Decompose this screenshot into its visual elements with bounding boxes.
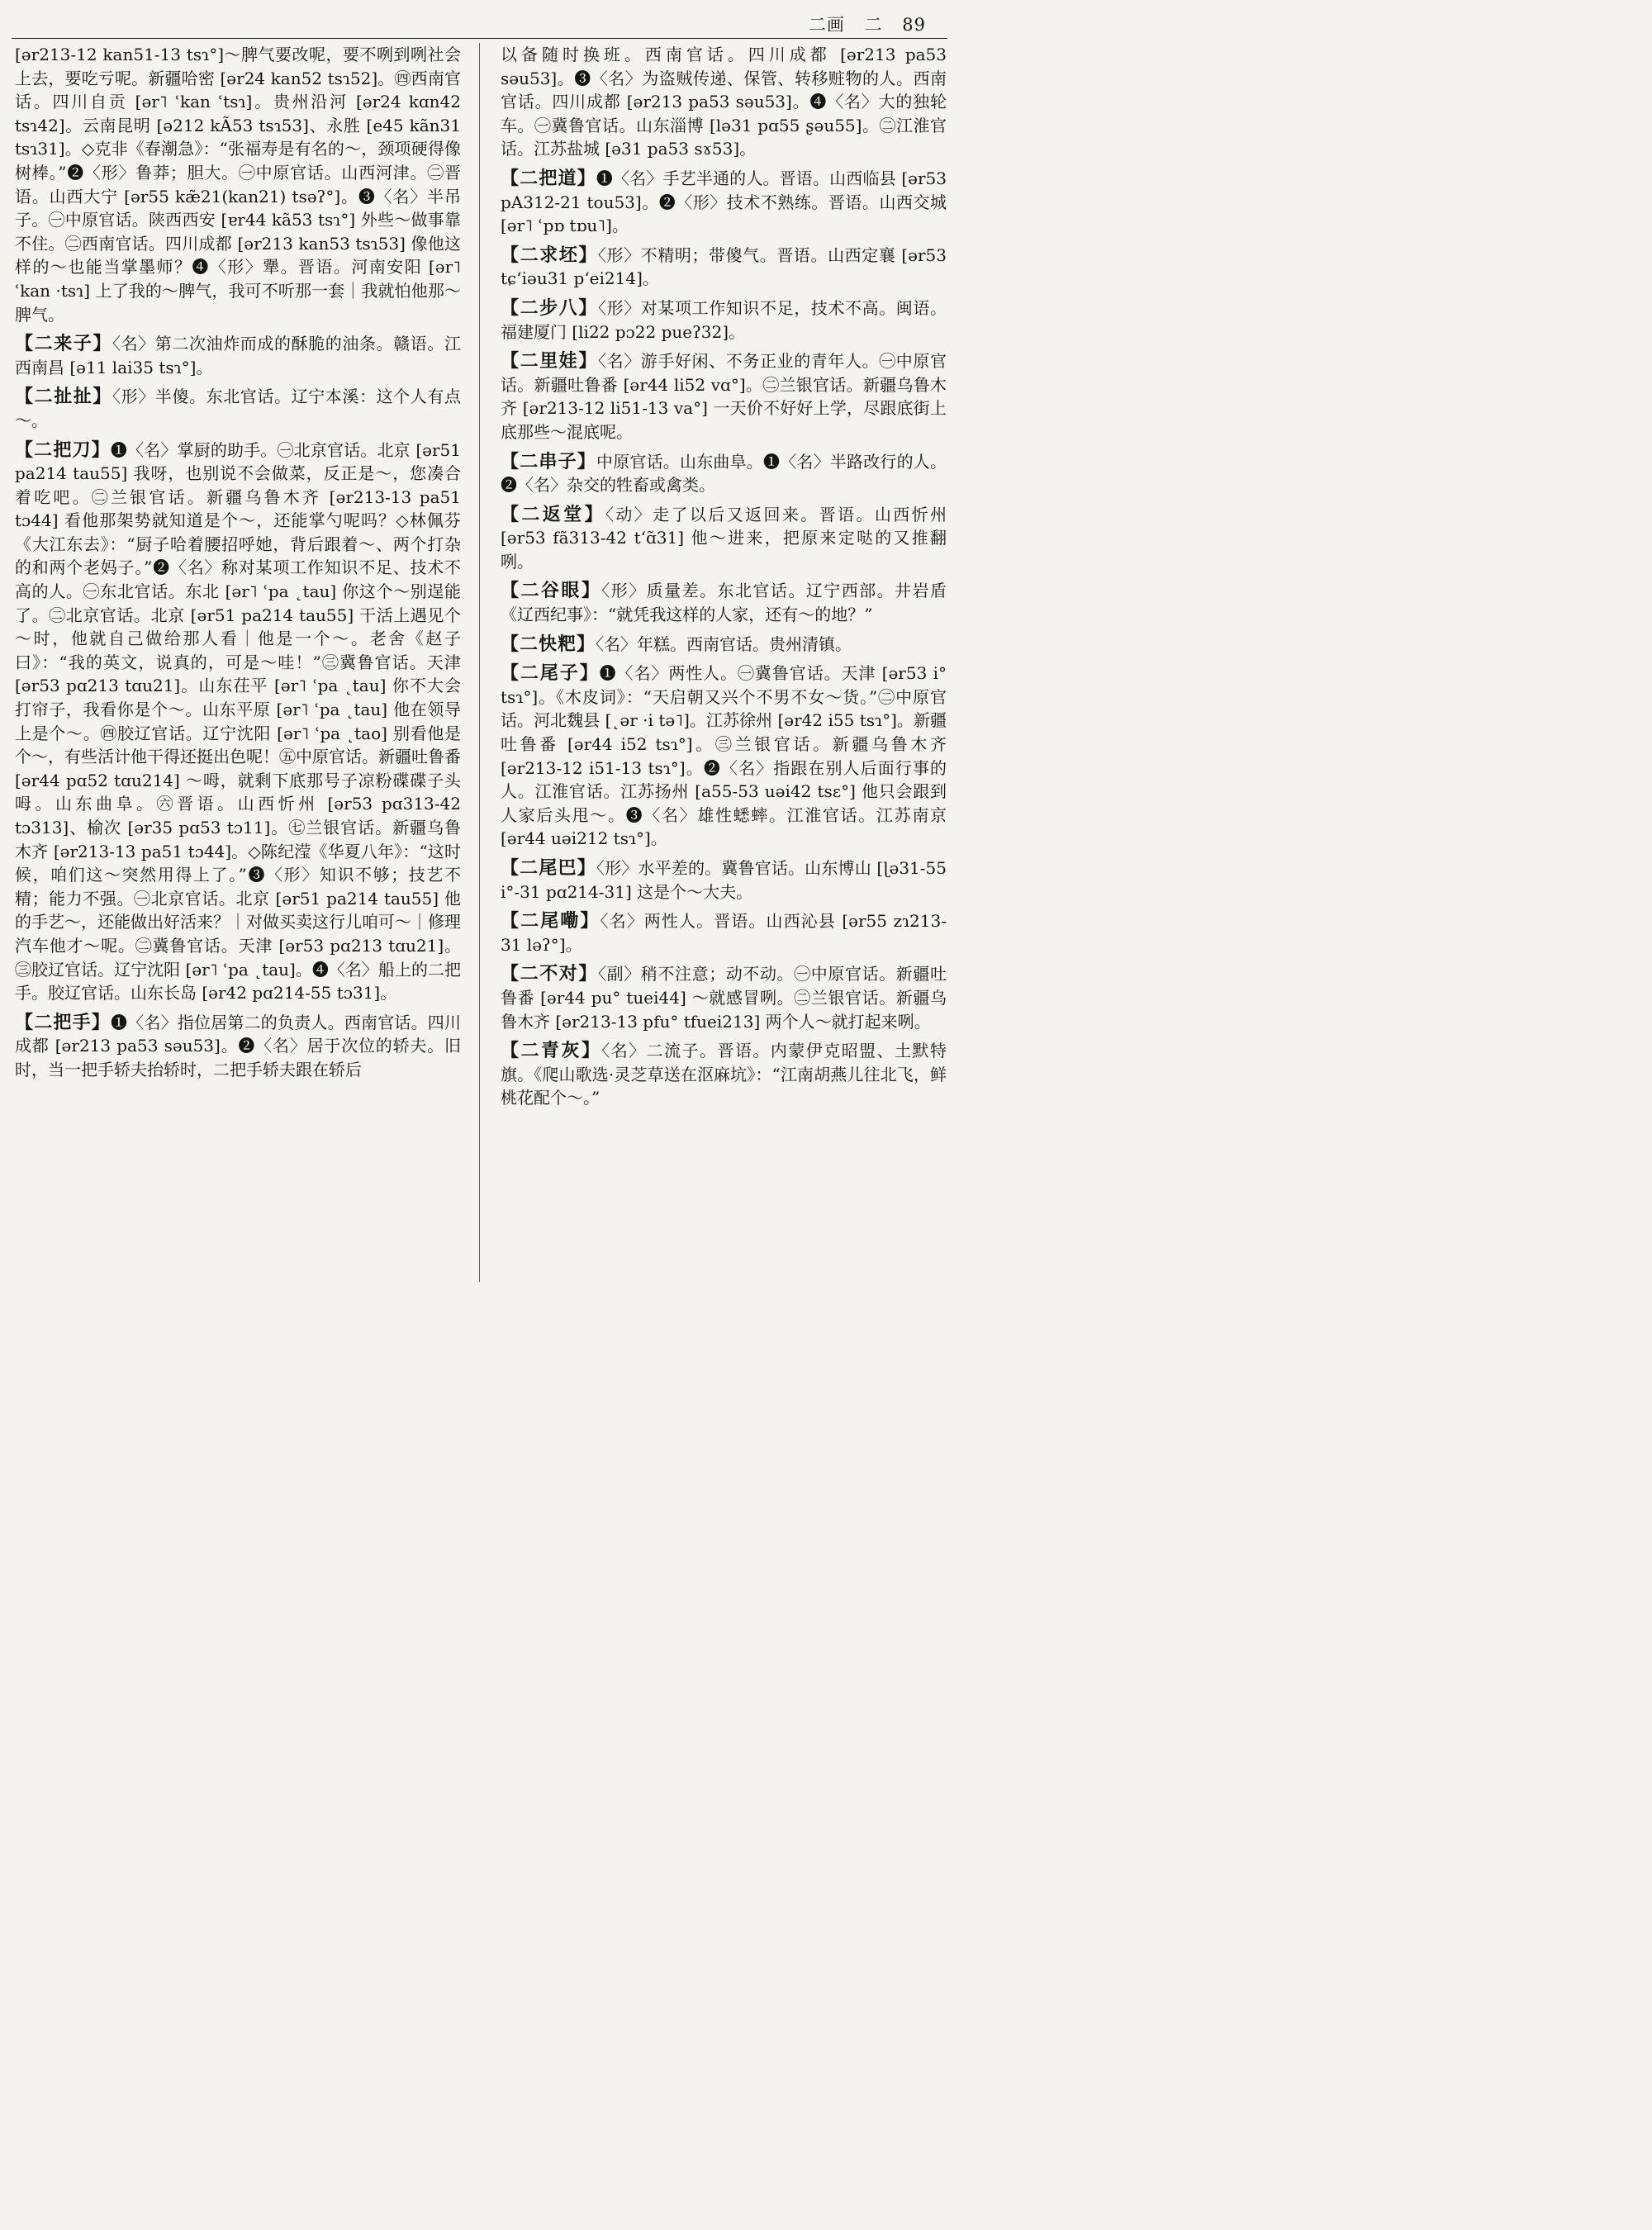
entry-text: ❶〈名〉指位居第二的负责人。西南官话。四川成都 [ər213 pa53 səu53]。❷〈名〉居于次位的轿夫。旧时，当一把手轿夫抬轿时，二把手轿夫跟在轿后 — [15, 1012, 461, 1079]
dictionary-entry — [15, 439, 461, 1005]
entry-headword: 【二扯扯】 — [15, 386, 112, 408]
entry-text: 中原官话。山东曲阜。❶〈名〉半路改行的人。❷〈名〉杂交的牲畜或禽类。 — [501, 451, 947, 496]
entry-text: 〈名〉游手好闲、不务正业的青年人。㊀中原官话。新疆吐鲁番 [ər44 li52 vɑ°]。㊁兰银官话。新疆乌鲁木齐 [ər213-12 li51-13 va°] 一天价不好好上学，尽跟底街上底那些～混底呢。 — [501, 351, 947, 442]
entry-headword: 【二不对】 — [501, 963, 598, 985]
dictionary-entry — [501, 856, 947, 904]
dictionary-entry — [501, 503, 947, 574]
dictionary-entry — [501, 579, 947, 626]
entry-headword: 【二串子】 — [501, 450, 596, 472]
entry-text: 〈形〉对某项工作知识不足，技术不高。闽语。福建厦门 [li22 pɔ22 pueʔ32]。 — [501, 297, 947, 342]
entry-text: ❶〈名〉两性人。㊀冀鲁官话。天津 [ər53 i° tsɿ°]。《木皮词》：“天启朝又兴个不男不女～货。”㊁中原官话。河北魏县 [˛ər ·i tə˥]。江苏徐州 [ər42 i55 tsɿ°]。新疆吐鲁番 [ər44 i52 tsɿ°]。㊂兰银官话。新疆乌鲁木齐 [ər213-12 i51-13 tsɿ°]。❷〈名〉指跟在别人后面行事的人。江淮官话。江苏扬州 [a55-53 uəi42 tsɛ°] 他只会跟到人家后头甩～。❸〈名〉雄性蟋蟀。江淮官话。江苏南京 [ər44 uəi212 tsɿ°]。 — [501, 663, 947, 849]
entry-headword: 【二把手】 — [15, 1011, 111, 1033]
entry-headword: 【二求坯】 — [501, 244, 598, 266]
entry-headword: 【二把刀】 — [15, 439, 111, 461]
entry-text: [ər213-12 kan51-13 tsɿ°]～脾气要改呢，要不咧到咧社会上去，要吃亏呢。新疆哈密 [ər24 kan52 tsɿ52]。㊃西南官话。四川自贡 [ər˥ ʿkan ʿtsɿ]。贵州沿河 [ər24 kɑn42 tsɿ42]。云南昆明 [ə212 kÃ53 tsɿ53]、永胜 [e45 kãn31 tsɿ31]。◇克非《春潮急》：“张福寿是有名的～，颈项硬得像树棒。”❷〈形〉鲁莽；胆大。㊀中原官话。山西河津。㊁晋语。山西大宁 [ər55 kæ̃21(kan21) tsəʔ°]。❸〈名〉半吊子。㊀中原官话。陕西西安 [ɐr44 kã53 tsɿ°] 外些～做事靠不住。㊁西南官话。四川成都 [ər213 kan53 tsɿ53] 像他这样的～也能当掌墨师？❹〈形〉犟。晋语。河南安阳 [ər˥ ʿkan ·tsɿ] 上了我的～脾气，我可不听那一套｜我就怕他那～脾气。 — [15, 45, 461, 325]
entry-text: 〈形〉质量差。东北官话。辽宁西部。井岩盾《辽西纪事》：“就凭我这样的人家，还有～的地？” — [501, 581, 947, 625]
entry-text: 〈动〉走了以后又返回来。晋语。山西忻州 [ər53 fã313-42 tʻɑ̃31] 他～进来，把原来定哒的又推翻咧。 — [501, 504, 947, 572]
entry-headword: 【二快粑】 — [501, 633, 596, 655]
entry-headword: 【二里娃】 — [501, 350, 598, 372]
dictionary-entry — [501, 244, 947, 291]
header-section: 二画 — [808, 15, 845, 35]
entry-text: 〈名〉第二次油炸而成的酥脆的油条。赣语。江西南昌 [ə11 lai35 tsɿ°]。 — [15, 334, 461, 377]
left-column — [15, 43, 461, 1088]
dictionary-entry — [501, 662, 947, 851]
dictionary-entry — [501, 1039, 947, 1110]
header-char: 二 — [864, 15, 883, 35]
entry-headword: 【二尾嘞】 — [501, 910, 601, 932]
entry-headword: 【二谷眼】 — [501, 580, 602, 602]
entry-headword: 【二把道】 — [501, 167, 596, 189]
entry-text: 〈副〉稍不注意；动不动。㊀中原官话。新疆吐鲁番 [ər44 pu° tuei44] ～就感冒咧。㊁兰银官话。新疆乌鲁木齐 [ər213-13 pfu° tfuei213] 两个人～就打起来咧。 — [501, 964, 947, 1032]
page-number: 89 — [902, 15, 926, 35]
entry-headword: 【二尾子】 — [501, 662, 600, 685]
entry-text: 〈形〉半傻。东北官话。辽宁本溪：这个人有点～。 — [15, 387, 461, 430]
dictionary-entry — [501, 43, 947, 161]
dictionary-entry — [501, 349, 947, 444]
dictionary-entry — [15, 385, 461, 432]
dictionary-entry — [15, 43, 461, 326]
dictionary-entry — [501, 633, 947, 657]
entry-headword: 【二尾巴】 — [501, 857, 596, 879]
running-header — [795, 12, 926, 36]
entry-text: ❶〈名〉手艺半通的人。晋语。山西临县 [ər53 pA312-21 tou53]。❷〈形〉技术不熟练。晋语。山西交城 [ər˥ ʿpɒ tɒu˥]。 — [501, 168, 947, 236]
entry-headword: 【二步八】 — [501, 297, 598, 319]
entry-headword: 【二来子】 — [15, 333, 112, 355]
entry-text: 以备随时换班。西南官话。四川成都 [ər213 pa53 səu53]。❸〈名〉为盗贼传递、保管、转移赃物的人。西南官话。四川成都 [ər213 pa53 səu53]。❹〈名〉大的独轮车。㊀冀鲁官话。山东淄博 [lə31 pɑ55 ʂəu55]。㊁江淮官话。江苏盐城 [ə31 pa53 sɤ53]。 — [501, 45, 947, 159]
header-rule — [12, 38, 947, 39]
entry-text: 〈形〉水平差的。冀鲁官话。山东博山 [ɭə31-55 i°-31 pɑ214-31] 这是个～大夫。 — [501, 858, 947, 902]
dictionary-entry — [501, 909, 947, 956]
right-column — [501, 43, 947, 1116]
entry-text: 〈形〉不精明；带傻气。晋语。山西定襄 [ər53 tɕʻiəu31 pʻei214]。 — [501, 244, 947, 289]
dictionary-entry — [501, 297, 947, 344]
dictionary-entry — [15, 332, 461, 379]
entry-text: 〈名〉两性人。晋语。山西沁县 [ər55 zɿ213-31 ləʔ°]。 — [501, 911, 947, 955]
dictionary-entry — [501, 450, 947, 497]
entry-text: 〈名〉年糕。西南官话。贵州清镇。 — [596, 633, 852, 654]
dictionary-entry — [15, 1011, 461, 1082]
column-divider — [479, 43, 480, 1282]
entry-text: ❶〈名〉掌厨的助手。㊀北京官话。北京 [ər51 pa214 tau55] 我呀，也别说不会做菜，反正是～，您凑合着吃吧。㊁兰银官话。新疆乌鲁木齐 [ər213-13 pa51 tɔ44] 看他那架势就知道是个～，还能掌勺呢吗？◇林佩芬《大江东去》：“厨子哈着腰招呼她，背后跟着～、两个打杂的和两个老妈子。”❷〈名〉称对某项工作知识不足、技术不高的人。㊀东北官话。东北 [ər˥ ʿpa ˛tau] 你这个～别逞能了。㊁北京官话。北京 [ər51 pa214 tau55] 干活上遇见个～时，他就自己做给那人看｜他是一个～。老舍《赵子曰》：“我的英文，说真的，可是～哇！”㊂冀鲁官话。天津 [ər53 pɑ213 tɑu21]。山东茌平 [ər˥ ʿpa ˛tau] 你不大会打帘子，我看你是个～。山东平原 [ər˥ ʿpa ˛tau] 他在领导上是个～。㊃胶辽官话。辽宁沈阳 [ər˥ ʿpa ˛tao] 别看他是个～，有些活计他干得还挺出色呢！㊄中原官话。新疆吐鲁番 [ər44 pɑ52 tɑu214] ～呣，就剩下底那号子凉粉碟碟子头呣。山东曲阜。㊅晋语。山西忻州 [ər53 pɑ313-42 tɔ313]、榆次 [ər35 pɑ53 tɔ11]。㊆兰银官话。新疆乌鲁木齐 [ər213-13 pa51 tɔ44]。◇陈纪滢《华夏八年》：“这时候，咱们这～突然用得上了。”❸〈形〉知识不够；技艺不精；能力不强。㊀北京官话。北京 [ər51 pa214 tau55] 他的手艺～，还能做出好活来？｜对做买卖这行儿咱可～｜修理汽车他才～呢。㊁冀鲁官话。天津 [ər53 pɑ213 tɑu21]。㊂胶辽官话。辽宁沈阳 [ər˥ ʿpa ˛tau]。❹〈名〉船上的二把手。胶辽官话。山东长岛 [ər42 pɑ214-55 tɔ31]。 — [15, 439, 461, 1004]
entry-headword: 【二青灰】 — [501, 1040, 602, 1062]
dictionary-entry — [501, 962, 947, 1033]
dictionary-entry — [501, 167, 947, 238]
entry-headword: 【二返堂】 — [501, 503, 605, 525]
entry-text: 〈名〉二流子。晋语。内蒙伊克昭盟、土默特旗。《爬山歌选·灵芝草送在沤麻坑》：“江南胡燕儿往北飞，鲜桃花配个～。” — [501, 1041, 947, 1108]
